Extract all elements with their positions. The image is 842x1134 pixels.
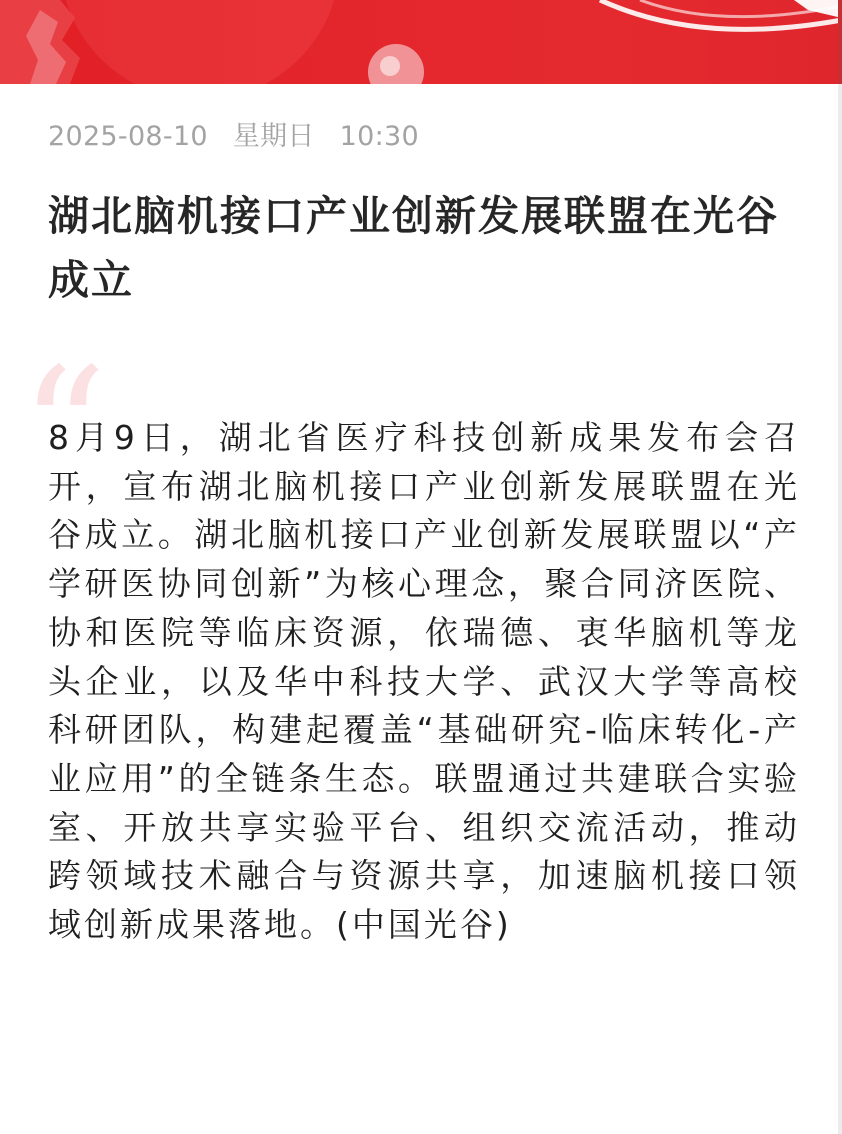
publish-weekday: 星期日 bbox=[232, 121, 315, 152]
globe-highlight bbox=[380, 56, 400, 76]
article-title: 湖北脑机接口产业创新发展联盟在光谷成立 bbox=[48, 192, 779, 304]
article-body: 8月9日，湖北省医疗科技创新成果发布会召开，宣布湖北脑机接口产业创新发展联盟在光谷成立。湖北脑机接口产业创新发展联盟以“产学研医协同创新”为核心理念，聚合同济医院、协和医院等临床资源，依瑞德、衷华脑机等龙头企业，以及华中科技大学、武汉大学等高校科研团队，构建起覆盖“基础研究-临床转化-产业应用”的全链条生态。联盟通过共建联合实验室、开放共享实验平台、组织交流活动，推动跨领域技术融合与资源共享，加速脑机接口领域创新成果落地。(中国光谷) bbox=[48, 418, 800, 945]
corner-shape bbox=[794, 0, 842, 18]
article-card bbox=[0, 84, 838, 1134]
header-banner bbox=[0, 0, 842, 84]
quote-mark-icon: “ bbox=[20, 332, 107, 530]
scrollbar[interactable] bbox=[838, 0, 842, 1134]
article-meta bbox=[48, 114, 435, 153]
publish-date: 2025-08-10 bbox=[48, 121, 208, 152]
banner-decoration bbox=[0, 0, 842, 84]
scrollbar-thumb[interactable] bbox=[838, 0, 842, 84]
publish-time: 10:30 bbox=[339, 121, 419, 152]
decorative-circle bbox=[60, 0, 340, 84]
